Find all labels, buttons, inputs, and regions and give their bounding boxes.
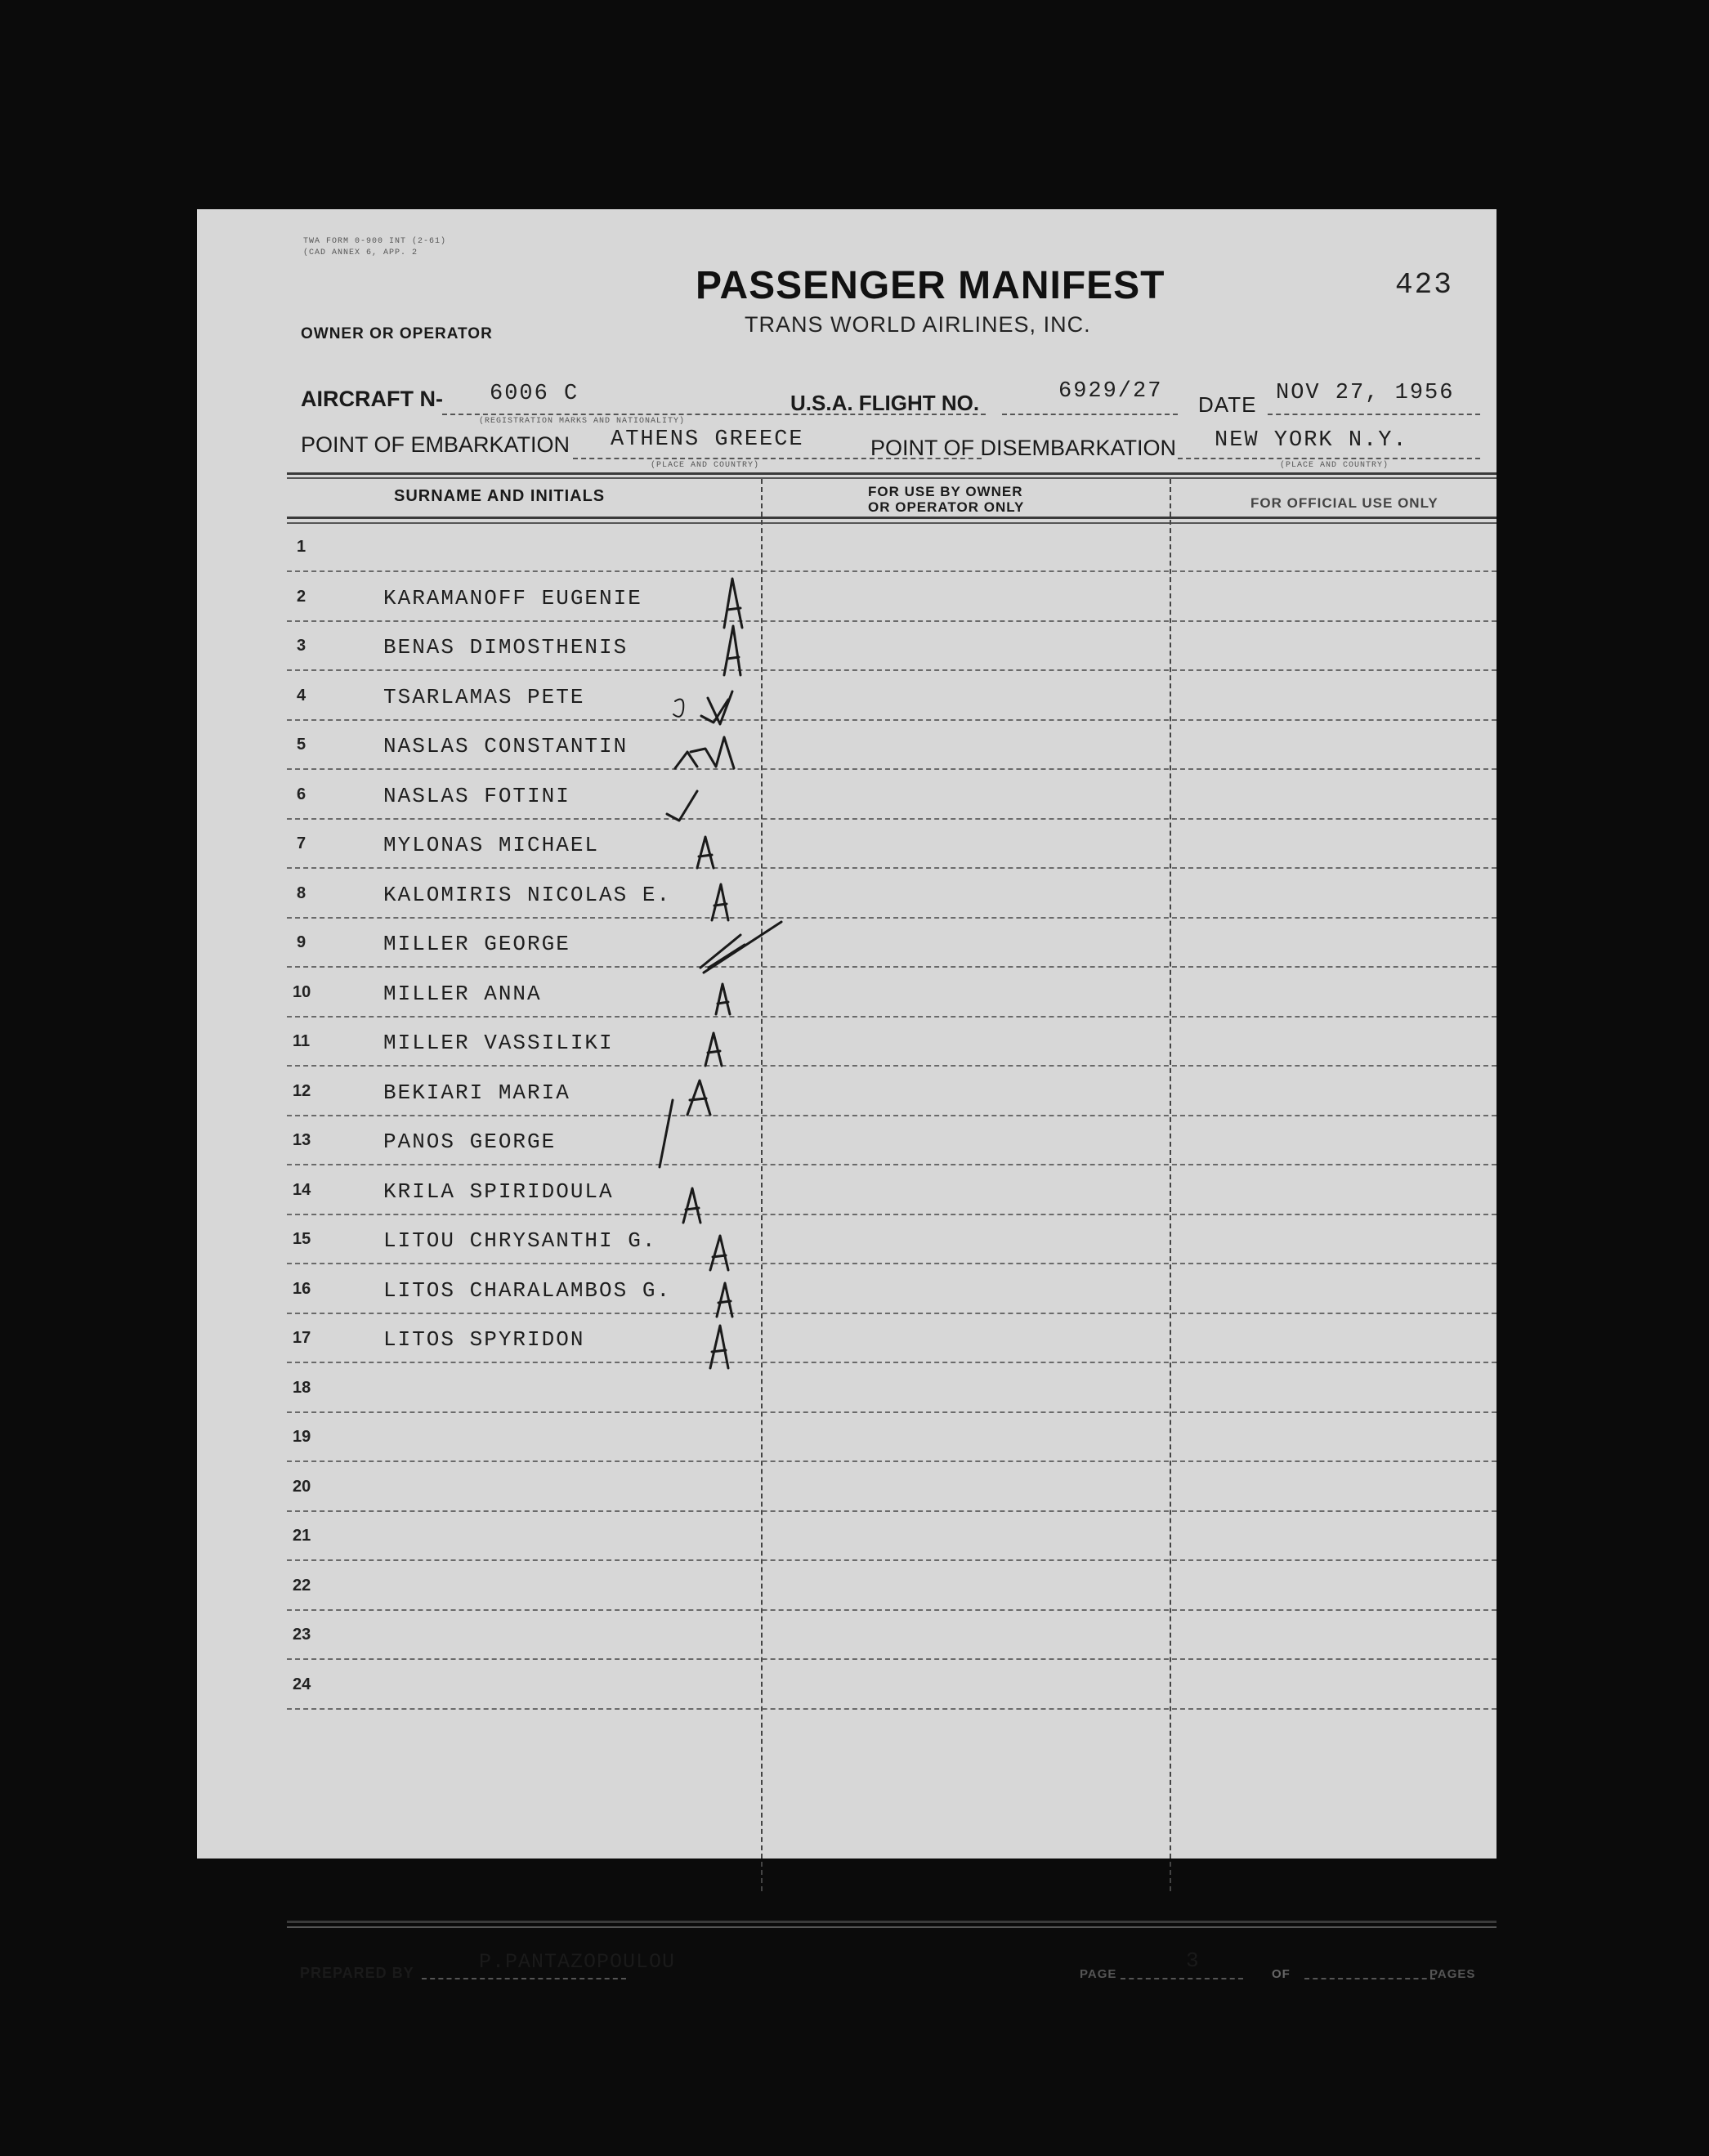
row-number-5: 5 bbox=[297, 736, 306, 754]
owner-use-header-line-2: OR OPERATOR ONLY bbox=[868, 499, 1025, 515]
passenger-name-6: NASLAS FOTINI bbox=[383, 783, 570, 808]
prepared-by-label: PREPARED BY bbox=[300, 1965, 414, 1981]
row-number-2: 2 bbox=[297, 587, 306, 606]
check-mark-14 bbox=[683, 1188, 700, 1223]
check-mark-16 bbox=[717, 1283, 732, 1317]
page-underline bbox=[1121, 1978, 1243, 1979]
passenger-name-8: KALOMIRIS NICOLAS E. bbox=[383, 882, 672, 907]
passenger-name-10: MILLER ANNA bbox=[383, 981, 542, 1006]
passenger-name-2: KARAMANOFF EUGENIE bbox=[383, 585, 642, 611]
check-mark-10 bbox=[716, 984, 730, 1014]
disembark-place-note: (PLACE AND COUNTRY) bbox=[1280, 461, 1389, 470]
passenger-name-14: KRILA SPIRIDOULA bbox=[383, 1179, 614, 1204]
row-number-7: 7 bbox=[297, 834, 306, 852]
row-number-10: 10 bbox=[293, 982, 311, 1001]
passenger-name-12: BEKIARI MARIA bbox=[383, 1080, 570, 1105]
row-number-9: 9 bbox=[297, 933, 306, 951]
row-number-12: 12 bbox=[293, 1081, 311, 1100]
form-reference: (CAD ANNEX 6, APP. 2 bbox=[303, 248, 418, 257]
row-number-22: 22 bbox=[293, 1576, 311, 1595]
check-mark-4 bbox=[701, 691, 732, 724]
disembarkation-label: POINT OF DISEMBARKATION bbox=[870, 436, 1177, 460]
page-value: 3 bbox=[1186, 1948, 1199, 1973]
row-number-20: 20 bbox=[293, 1477, 311, 1496]
passenger-name-17: LITOS SPYRIDON bbox=[383, 1327, 585, 1352]
owner-use-header-line-1: FOR USE BY OWNER bbox=[868, 484, 1023, 499]
embarkation-label: POINT OF EMBARKATION bbox=[301, 432, 570, 457]
page-title: PASSENGER MANIFEST bbox=[696, 264, 1165, 307]
registration-note: (REGISTRATION MARKS AND NATIONALITY) bbox=[479, 417, 686, 426]
row-number-18: 18 bbox=[293, 1378, 311, 1397]
check-mark-6 bbox=[667, 791, 697, 821]
row-number-1: 1 bbox=[297, 538, 306, 556]
carrier-name: TRANS WORLD AIRLINES, INC. bbox=[745, 312, 1091, 337]
prepared-by-underline bbox=[422, 1978, 626, 1979]
passenger-name-13: PANOS GEORGE bbox=[383, 1129, 557, 1154]
row-number-6: 6 bbox=[297, 785, 306, 803]
date-label: DATE bbox=[1198, 392, 1257, 417]
row-number-16: 16 bbox=[293, 1279, 311, 1298]
page-stamp-number: 423 bbox=[1395, 268, 1453, 302]
passenger-name-9: MILLER GEORGE bbox=[383, 932, 570, 956]
owner-operator-label: OWNER OR OPERATOR bbox=[301, 325, 493, 342]
row-number-19: 19 bbox=[293, 1428, 311, 1446]
check-mark-7 bbox=[697, 837, 714, 868]
row-number-4: 4 bbox=[297, 686, 306, 705]
pages-label: PAGES bbox=[1429, 1967, 1476, 1981]
flight-label: U.S.A. FLIGHT NO. bbox=[790, 391, 980, 415]
row-number-17: 17 bbox=[293, 1329, 311, 1347]
footer-rule bbox=[287, 1921, 1496, 1923]
flight-value: 6929/27 bbox=[1058, 379, 1163, 404]
check-mark-12 bbox=[687, 1080, 710, 1115]
row-number-14: 14 bbox=[293, 1180, 311, 1199]
passenger-name-7: MYLONAS MICHAEL bbox=[383, 833, 600, 857]
row-number-13: 13 bbox=[293, 1131, 311, 1149]
manifest-document bbox=[197, 209, 1496, 1981]
embark-place-note: (PLACE AND COUNTRY) bbox=[651, 461, 760, 470]
row-number-24: 24 bbox=[293, 1675, 311, 1693]
passenger-name-11: MILLER VASSILIKI bbox=[383, 1031, 614, 1055]
row-number-8: 8 bbox=[297, 883, 306, 902]
check-mark-17 bbox=[710, 1326, 728, 1368]
row-number-21: 21 bbox=[293, 1527, 311, 1545]
row-number-23: 23 bbox=[293, 1626, 311, 1644]
aircraft-value: 6006 C bbox=[490, 382, 579, 406]
row-number-15: 15 bbox=[293, 1230, 311, 1248]
handwritten-marks bbox=[197, 209, 1496, 1859]
passenger-name-4: TSARLAMAS PETE bbox=[383, 684, 585, 709]
surname-column-header: SURNAME AND INITIALS bbox=[394, 487, 606, 505]
check-mark-9 bbox=[700, 922, 781, 973]
of-underline bbox=[1304, 1978, 1435, 1979]
check-mark-3 bbox=[724, 626, 740, 675]
row-number-11: 11 bbox=[293, 1032, 311, 1050]
check-mark-5 bbox=[675, 737, 734, 768]
disembarkation-value: NEW YORK N.Y. bbox=[1215, 428, 1408, 453]
aircraft-label: AIRCRAFT N- bbox=[301, 387, 443, 411]
row-number-3: 3 bbox=[297, 637, 306, 655]
passenger-name-5: NASLAS CONSTANTIN bbox=[383, 734, 629, 758]
check-mark-2 bbox=[724, 579, 742, 628]
check-mark-8 bbox=[712, 884, 728, 920]
prepared-by-value: P.PANTAZOPOULOU bbox=[479, 1950, 676, 1974]
embarkation-value: ATHENS GREECE bbox=[611, 427, 804, 452]
passenger-name-3: BENAS DIMOSTHENIS bbox=[383, 635, 629, 660]
page-label: PAGE bbox=[1080, 1967, 1117, 1981]
official-use-header: FOR OFFICIAL USE ONLY bbox=[1250, 495, 1438, 511]
check-mark-15 bbox=[710, 1236, 728, 1270]
check-mark-13 bbox=[660, 1100, 673, 1167]
check-mark-11 bbox=[705, 1033, 722, 1066]
footer-rule-2 bbox=[287, 1926, 1496, 1928]
of-label: OF bbox=[1272, 1967, 1291, 1981]
passenger-name-15: LITOU CHRYSANTHI G. bbox=[383, 1228, 657, 1253]
form-code: TWA FORM 0-900 INT (2-61) bbox=[303, 237, 447, 246]
passenger-name-16: LITOS CHARALAMBOS G. bbox=[383, 1277, 672, 1303]
stray-mark-4 bbox=[673, 700, 683, 717]
date-value: NOV 27, 1956 bbox=[1276, 381, 1455, 405]
